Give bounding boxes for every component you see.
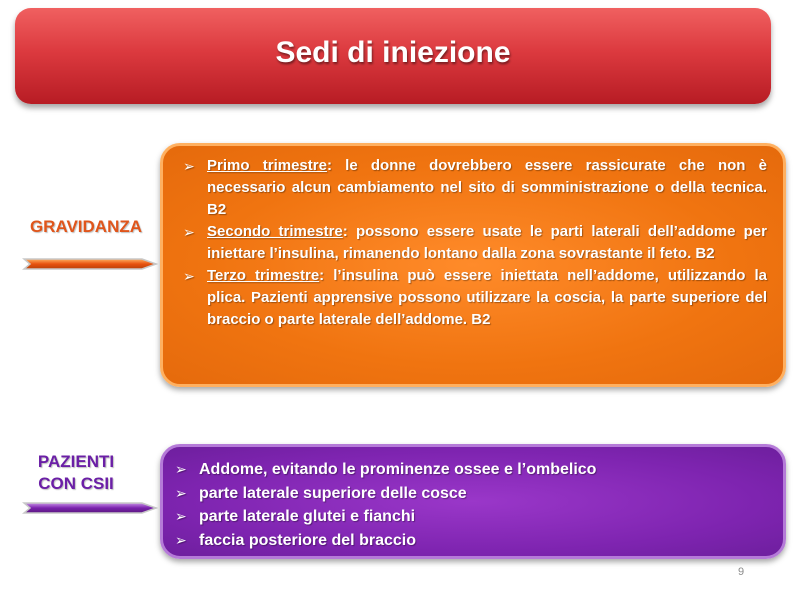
- page-number: 9: [738, 566, 745, 578]
- csii-list: [175, 458, 767, 552]
- arrowhead-bullet-icon: ➢: [183, 224, 195, 240]
- list-item: [183, 155, 767, 221]
- csii-box: [160, 444, 786, 559]
- item-term: Primo trimestre: [207, 157, 327, 174]
- item-text: Addome, evitando le prominenze ossee e l’ombelico: [199, 461, 597, 478]
- list-item: [175, 482, 767, 506]
- arrowhead-bullet-icon: ➢: [183, 268, 195, 284]
- item-text: : le donne dovrebbero essere rassicurate che non è necessario alcun cambiamento nel sito di somministrazione o della tecnica. B2: [207, 157, 767, 218]
- list-item: [175, 458, 767, 482]
- item-text: faccia posteriore del braccio: [199, 531, 416, 549]
- csii-label-line1: PAZIENTI: [37, 452, 115, 471]
- csii-arrow-icon: [22, 498, 158, 518]
- arrowhead-bullet-icon: ➢: [175, 461, 187, 477]
- gravidanza-box: [160, 143, 786, 387]
- item-text: parte laterale glutei e fianchi: [199, 508, 416, 525]
- gravidanza-label: GRAVIDANZA: [29, 217, 143, 236]
- csii-label-line2: CON CSII: [38, 474, 114, 493]
- list-item: [183, 265, 767, 331]
- item-text: : possono essere usate le parti laterali dell’addome per iniettare l’insulina, rimanendo lontano dalla zona sovrastante il feto. B2: [207, 223, 767, 262]
- list-item: [175, 505, 767, 529]
- list-item: [175, 529, 767, 553]
- arrowhead-bullet-icon: ➢: [175, 531, 187, 548]
- item-text: parte laterale superiore delle cosce: [199, 484, 467, 502]
- item-text: : l’insulina può essere iniettata nell’addome, utilizzando la plica. Pazienti apprensive possono utilizzare la coscia, la parte superiore del braccio o parte laterale dell’addome. B2: [207, 267, 767, 328]
- arrowhead-bullet-icon: ➢: [183, 158, 195, 174]
- csii-label: [26, 451, 126, 495]
- arrowhead-bullet-icon: ➢: [175, 484, 187, 501]
- slide-title: Sedi di iniezione: [275, 36, 511, 69]
- gravidanza-arrow-icon: [22, 254, 158, 274]
- item-term: Secondo trimestre: [207, 223, 343, 240]
- gravidanza-list: [183, 155, 767, 331]
- list-item: [183, 221, 767, 265]
- arrowhead-bullet-icon: ➢: [175, 508, 187, 524]
- title-banner: [15, 8, 771, 104]
- item-term: Terzo trimestre: [207, 267, 320, 284]
